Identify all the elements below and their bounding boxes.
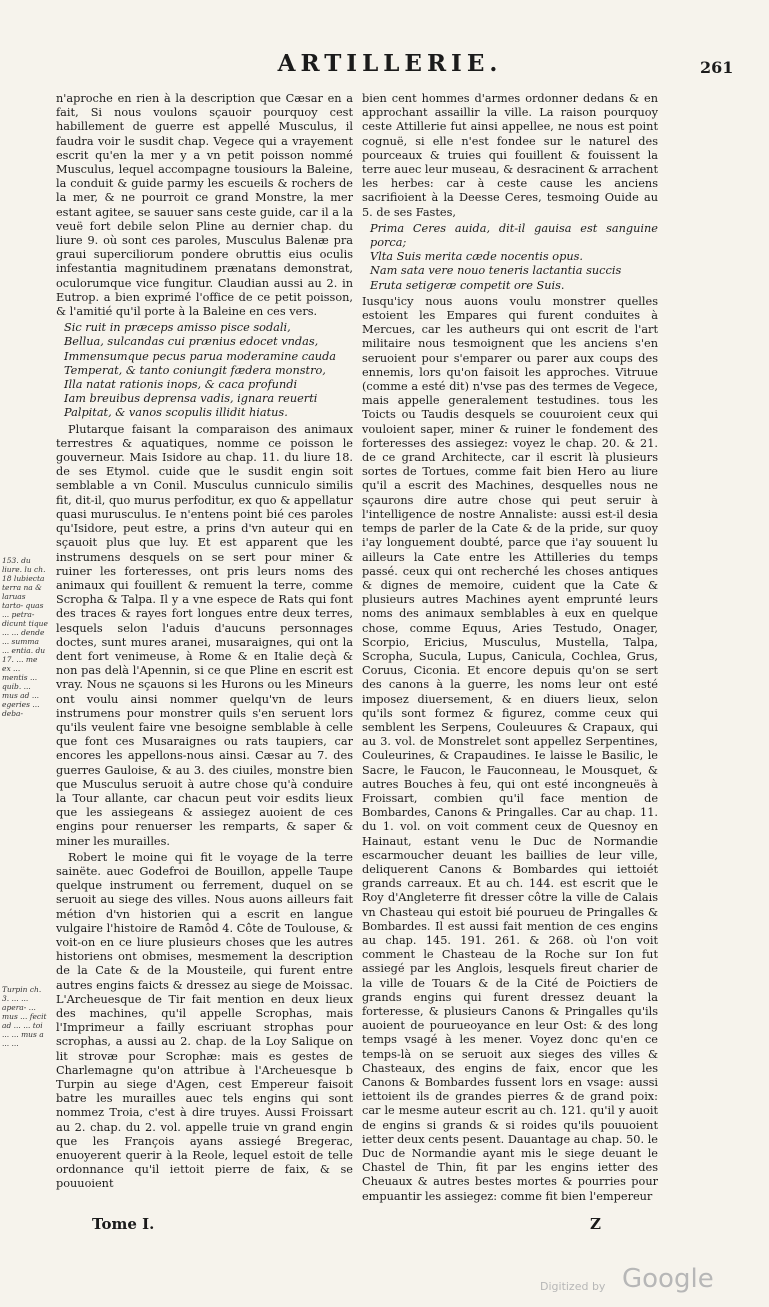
volume-label: Tome I.: [92, 1215, 155, 1233]
left-column: [56, 92, 353, 1220]
verse-line: Vlta Suis merita cæde nocentis opus.: [370, 250, 583, 264]
verse-line: Bellua, sulcandas cui prænius edocet vndas,: [64, 335, 319, 349]
margin-note: 153. du liure. lu ch. 18 lubiecta terra na & laruas tarto- quas ... petra- dicunt tique ... ... dende ... summa ... entia. du 17. ... me ex ... mentis ... quib. ... mus ad ... egeries ... deba-: [2, 556, 48, 718]
running-title: ARTILLERIE.: [277, 50, 503, 77]
verse-line: Sic ruit in præceps amisso pisce sodali,: [64, 321, 291, 335]
verse-line: Eruta setigeræ competit ore Suis.: [370, 278, 565, 292]
right-column: [362, 92, 658, 1220]
google-logo: Google: [622, 1264, 714, 1294]
paragraph: Iusqu'icy nous auons voulu monstrer quelles estoient les Empares qui furent conduites à Mercues, car les autheurs qui ont escrit de l'art militaire nous tesmoignent que les anciens s'en seruoient pour s'emparer ou parer aux coups des ennemis, lors qu'on faisoit les approches. Vitruue (comme a esté dit) n'vse pas des termes de Vegece, mais appelle generalement testudines. tous les Toicts ou Taudis desquels se couuroient ceux qui vouloient saper, miner & ruiner le fondement des forteresses des assiegez: voyez le chap. 20. & 21. de ce grand Architecte, car il escrit là plusieurs sortes de Tortues, comme fait bien Hero au liure qu'il a escrit des Machines, desquelles nous ne sçaurons dire autre chose qui peut seruir à l'intelligence de nostre Annaliste: aussi est-il desia temps de parler de la Cate & de la pride, sur quoy i'ay longuement doubté, parce que i'ay souuent lu ailleurs la Cate entre les Attilleries du temps passé. ceux qui ont recherché les choses antiques & dignes de memoire, cuident que la Cate & plusieurs autres Machines ayent emprunté leurs noms des animaux semblables à eux en quelque chose, comme Equus, Aries Testudo, Onager, Scorpio, Ericius, Musculus, Mustella, Talpa, Scropha, Sucula, Lupus, Canicula, Cochlea, Grus, Coruus, Ciconia. Et encore depuis qu'on se sert des canons à la guerre, les noms leur ont esté imposez diuersement, & en diuers lieux, selon qu'ils sont formez & figurez, comme ceux qui semblent les Serpens, Couleuures & Crapaux, qui au 3. vol. de Monstrelet sont appellez Serpentines, Couleurines, & Crapaudines. Ie laisse le Basilic, le Sacre, le Faucon, le Fauconneau, le Mousquet, & autres Bouches à feu, qui ont esté incongneuës à Froissart, combien qu'il face mention de Bombardes, Canons & Pringalles. Car au chap. 11. du 1. vol. on voit comment ceux de Quesnoy en Hainaut, estant venu le Duc de Normandie escarmoucher deuant les baillies de leur ville, deliquerent Canons & Bombardes qui iettoiét grands carreaux. Et au ch. 144. est escrit que le Roy d'Angleterre fit dresser côtre la ville de Calais vn Chasteau qui estoit bié pourueu de Pringalles & Bombardes. Il est aussi fait mention de ces engins au chap. 145. 191. 261. & 268. où l'on voit comment le Chasteau de la Roche sur Ion fut assiegé par les Anglois, lesquels fireut charier de la ville de Touars & de la Cité de Poictiers de grands engins qui furent dressez deuant la forteresse, & plusieurs Canons & Pringalles qu'ils auoient de pourueoyance en leur Ost: & des long temps vsagé à les mener. Voyez donc qu'en ce temps-là on se seruoit aux sieges des villes & Chasteaux, des engins de faix, encor que les Canons & Bombardes fussent lors en vsage: aussi iettoient ils de grandes pierres & de grand poix: car le mesme auteur escrit au ch. 121. qu'il y auoit de engins si grands & si roides qu'ils pouuoient ietter deux cents pesent. Dauantage au chap. 50. le Duc de Normandie ayant mis le siege deuant le Chastel de Thin, fit par les engins ietter des Cheuaux & autres bestes mortes & pourries pour empuantir les assiegez: comme fit bien l'empereur: [362, 294, 658, 1203]
verse-block: [370, 222, 658, 293]
margin-note: Turpin ch. 3. ... ... apera- ... mus ... fecit ad ... ... toi ... ... mus a ... ...: [2, 985, 47, 1048]
signature-mark: Z: [590, 1215, 601, 1233]
verse-line: Immensumque pecus parua moderamine cauda: [64, 349, 337, 363]
paragraph: n'aproche en rien à la description que Cæsar en a fait, Si nous voulons sçauoir pourquoy cest habillement de guerre est appellé Musculus, il faudra voir le susdit chap. Vegece qui a vrayement escrit qu'en la mer y a vn petit poisson nommé Musculus, lequel accompagne tousiours la Baleine, la conduit & guide parmy les escueils & rochers de la mer, & ne pourroit ce grand Monstre, la mer estant agitee, se sauuer sans ceste guide, car il a la veuë fort debile selon Pline au dernier chap. du liure 9. où sont ces paroles, Musculus Balenæ pra graui superciliorum pondere obruttis eius oculis infestantia magnitudinem prænatans demonstrat, oculorumque vice fungitur. Claudian aussi au 2. in Eutrop. a bien exprimé l'office de ce petit poisson, & l'amitié qu'il porte à la Baleine en ces vers.: [56, 92, 353, 319]
paragraph: bien cent hommes d'armes ordonner dedans & en approchant assaillir la ville. La raison pourquoy ceste Attillerie fut ainsi appellee, ne nous est point cognuë, si elle n'est fondee sur le naturel des pourceaux & truies qui fouillent & fouissent la terre auec leur museau, & desracinent & arrachent les herbes: car à ceste cause les anciens sacrifioient à la Deesse Ceres, tesmoing Ouide au 5. de ses Fastes,: [362, 92, 658, 219]
verse-block: [64, 321, 353, 420]
verse-line: Prima Ceres auida, dit-il gauisa est sanguine porca;: [370, 221, 658, 250]
verse-line: Palpitat, & vanos scopulis illidit hiatus.: [64, 406, 288, 420]
paragraph: Robert le moine qui fit le voyage de la terre sainëte. auec Godefroi de Bouillon, appelle Taupe quelque instrument ou ferrement, duquel on se seruoit au siege des villes. Nous auons ailleurs fait métion d'vn historien qui a escrit en langue vulgaire l'histoire de Ramôd 4. Côte de Toulouse, & voit-on en ce liure plusieurs choses que les autres historiens ont obmises, mesmement la description de la Cate & de la Mousteile, qui furent entre autres engins faicts & dressez au siege de Moissac. L'Archeuesque de Tir fait mention en deux lieux des machines, qu'il appelle Scrophas, mais l'Imprimeur a failly escriuant strophas pour scrophas, a aussi au 2. chap. de la Loy Salique on lit strovæ pour Scrophæ: mais es gestes de Charlemagne qu'on attribue à l'Archeuesque b Turpin au siege d'Agen, cest Empereur faisoit batre les murailles auec tels engins qui sont nommez Troia, c'est à dire truyes. Aussi Froissart au 2. chap. du 2. vol. appelle truie vn grand engin que les François ayans assiegé Bregerac, enuoyerent querir à la Reole, lequel estoit de telle ordonnance qu'il iettoit pierre de faix, & se pouuoient: [56, 850, 353, 1191]
verse-line: Nam sata vere nouo teneris lactantia succis: [370, 264, 622, 278]
verse-line: Temperat, & tanto coniungit fædera monstro,: [64, 363, 326, 377]
digitized-watermark: [540, 1262, 760, 1298]
paragraph: Plutarque faisant la comparaison des animaux terrestres & aquatiques, nomme ce poisson le gouverneur. Mais Isidore au chap. 11. du liure 18. de ses Etymol. cuide que le susdit engin soit semblable a vn Conil. Musculus cunniculo similis fit, dit-il, quo murus perfoditur, ex quo & appellatur quasi murusculus. Ie n'entens point bié ces paroles qu'Isidore, peut estre, a prins d'vn auteur qui en sçauoit plus que luy. Et est apparent que les instrumens desquels on se sert pour miner & ruiner les forteresses, ont pris leurs noms des animaux qui fouillent & remuent la terre, comme Scropha & Talpa. Il y a vne espece de Rats qui font des traces & rayes fort longues entre deux terres, lesquels selon l'aduis d'aucuns personnages doctes, sunt mures aranei, musaraignes, qui ont la dent fort venimeuse, à Rome & en Italie deçà & non pas delà l'Apennin, si ce que Pline en escrit est vray. Nous ne sçauons si les Hurons ou les Mineurs ont voulu ainsi nommer quelqu'vn de leurs instrumens pour monstrer quils s'en seruent lors qu'ils veulent faire vne besoigne semblable à celle que font ces Musaraignes ou rats taupiers, car encores les appellons-nous ainsi. Cæsar au 7. des guerres Gauloise, & au 3. des ciuiles, monstre bien que Musculus seruoit à autre chose qu'à conduire la Tour allante, car chacun peut voir esdits lieux que les assiegeans & assiegez auoient de ces engins pour renuerser les remparts, & saper & miner les murailles.: [56, 422, 353, 848]
page-number: 261: [700, 58, 734, 77]
verse-line: Iam breuibus deprensa vadis, ignara reuerti: [64, 392, 318, 406]
watermark-prefix: Digitized by: [540, 1280, 606, 1293]
verse-line: Illa natat rationis inops, & caca profundi: [64, 378, 298, 392]
